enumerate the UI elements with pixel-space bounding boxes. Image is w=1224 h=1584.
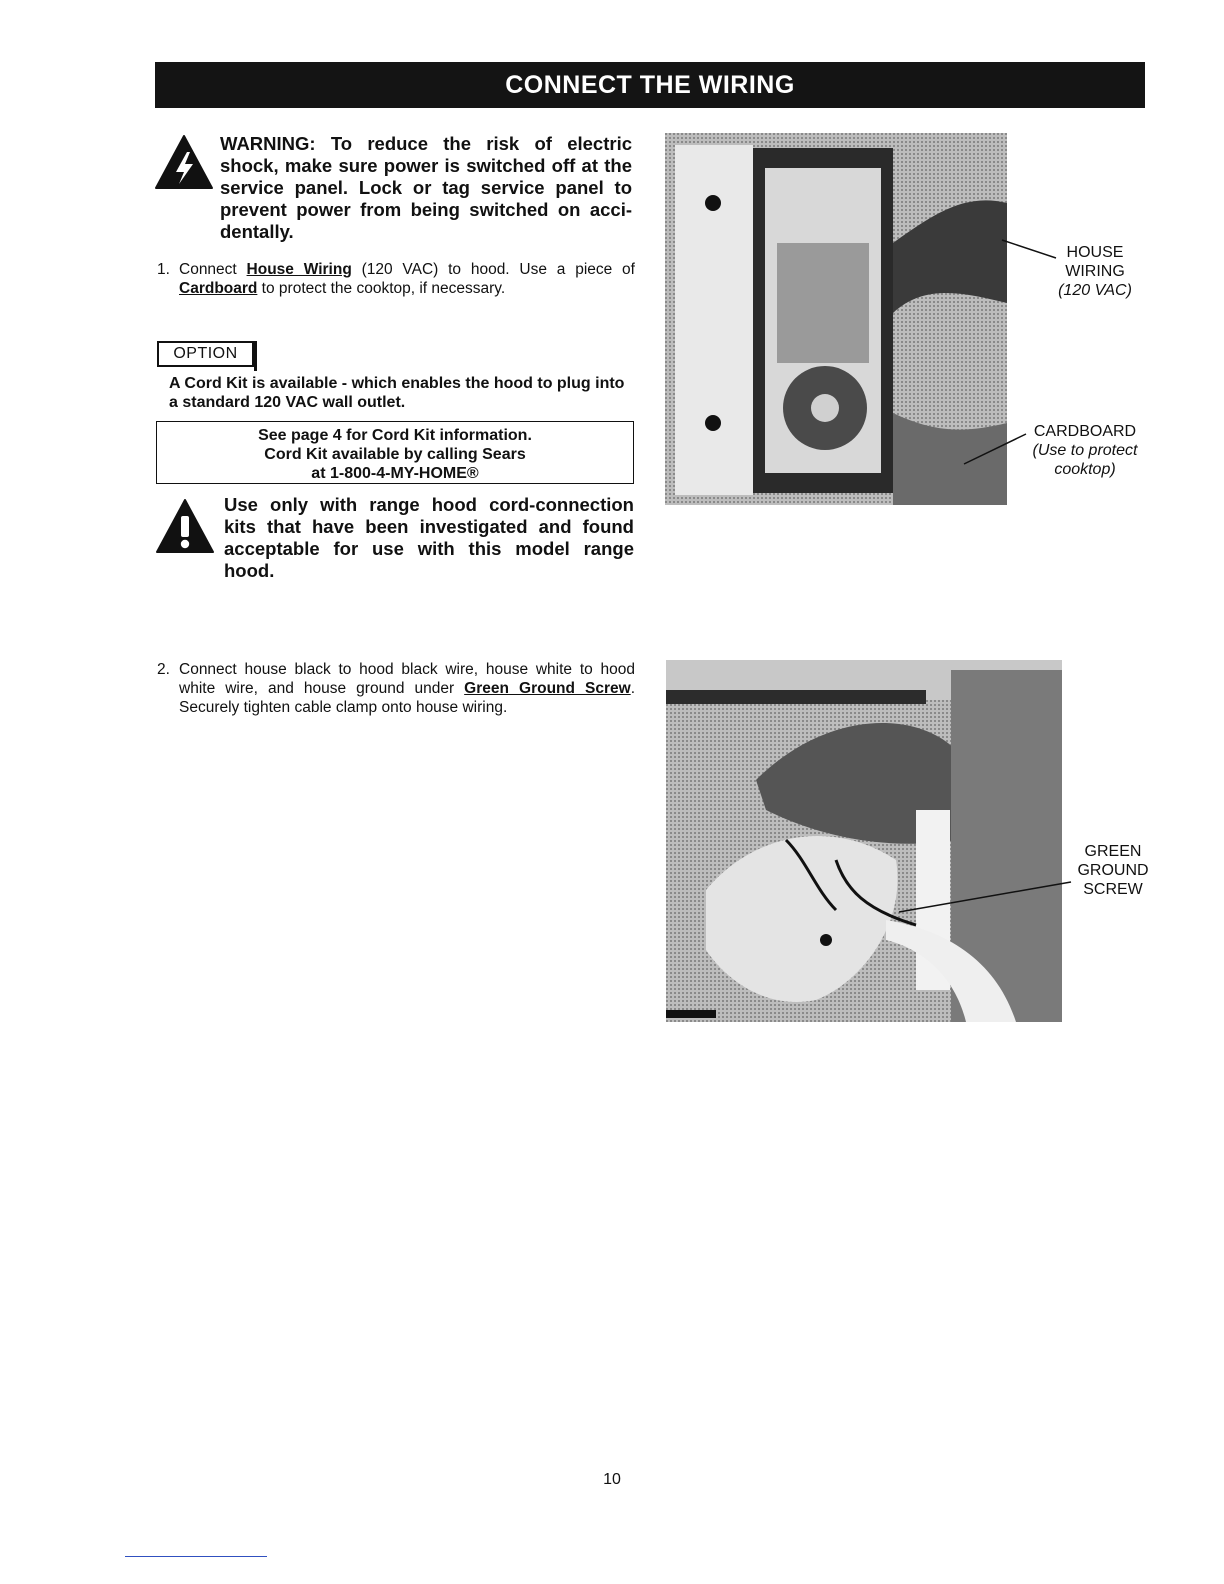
green-ground-screw-callout-line-3: SCREW	[1083, 881, 1143, 898]
page-number: 10	[603, 1471, 621, 1488]
electric-shock-warning-icon	[154, 134, 214, 190]
electric-warning-text: WARNING: To reduce the risk of electric shock, make sure power is switched off at the service panel. Lock or tag service panel to prevent power from being switched on acci- dentally.	[220, 133, 632, 242]
cord-kit-description: A Cord Kit is available - which enables the hood to plug into a standard 120 VAC wall outlet.	[169, 375, 625, 411]
house-wiring-term: House Wiring	[246, 261, 352, 278]
cardboard-callout-line-3: cooktop)	[1054, 461, 1116, 478]
green-ground-screw-leader-line	[895, 878, 1075, 918]
cord-kit-info-line-3: at 1-800-4-MY-HOME®	[311, 465, 479, 482]
cord-kit-warning-text: Use only with range hood cord-connection kits that have been investigated and found acceptable for use with this model range hood.	[224, 494, 634, 581]
house-wiring-callout-line-1: HOUSE	[1066, 244, 1124, 261]
house-wiring-callout	[1052, 243, 1138, 300]
caution-warning-icon	[155, 498, 215, 554]
ground-screw-photo	[666, 660, 1062, 1022]
green-ground-screw-callout-line-1: GREEN	[1084, 843, 1142, 860]
cardboard-callout	[1022, 422, 1148, 479]
cardboard-callout-line-1: CARDBOARD	[1033, 423, 1137, 440]
footer-rule	[125, 1556, 267, 1557]
option-label: OPTION	[157, 341, 254, 367]
cardboard-leader-line	[960, 430, 1030, 470]
section-title: CONNECT THE WIRING	[505, 70, 795, 99]
green-ground-screw-callout-line-2: GROUND	[1077, 862, 1149, 879]
cord-kit-info-line-2: Cord Kit available by calling Sears	[264, 446, 526, 463]
step-2	[157, 660, 635, 720]
hood-wiring-photo	[665, 133, 1007, 505]
step-1-number: 1.	[157, 261, 170, 278]
house-wiring-leader-line	[1000, 236, 1060, 266]
step-1	[157, 260, 635, 300]
section-title-banner	[155, 62, 1145, 108]
step-1-text: Connect House Wiring (120 VAC) to hood. Use a piece of Cardboard to protect the cooktop, if necessary.	[179, 261, 635, 297]
step-2-number: 2.	[157, 661, 170, 678]
cardboard-callout-line-2: (Use to protect	[1032, 442, 1138, 459]
house-wiring-callout-line-2: WIRING	[1065, 263, 1125, 280]
step-2-text: Connect house black to hood black wire, house white to hood white wire, and house ground under Green Ground Screw. Securely tighten cable clamp onto house wiring.	[179, 661, 635, 716]
green-ground-screw-callout	[1066, 842, 1160, 899]
cord-kit-info-box	[156, 421, 634, 484]
house-wiring-callout-line-3: (120 VAC)	[1058, 282, 1132, 299]
cord-kit-info-line-1: See page 4 for Cord Kit information.	[258, 427, 532, 444]
green-ground-screw-term: Green Ground Screw	[464, 680, 631, 697]
cardboard-term: Cardboard	[179, 280, 258, 297]
